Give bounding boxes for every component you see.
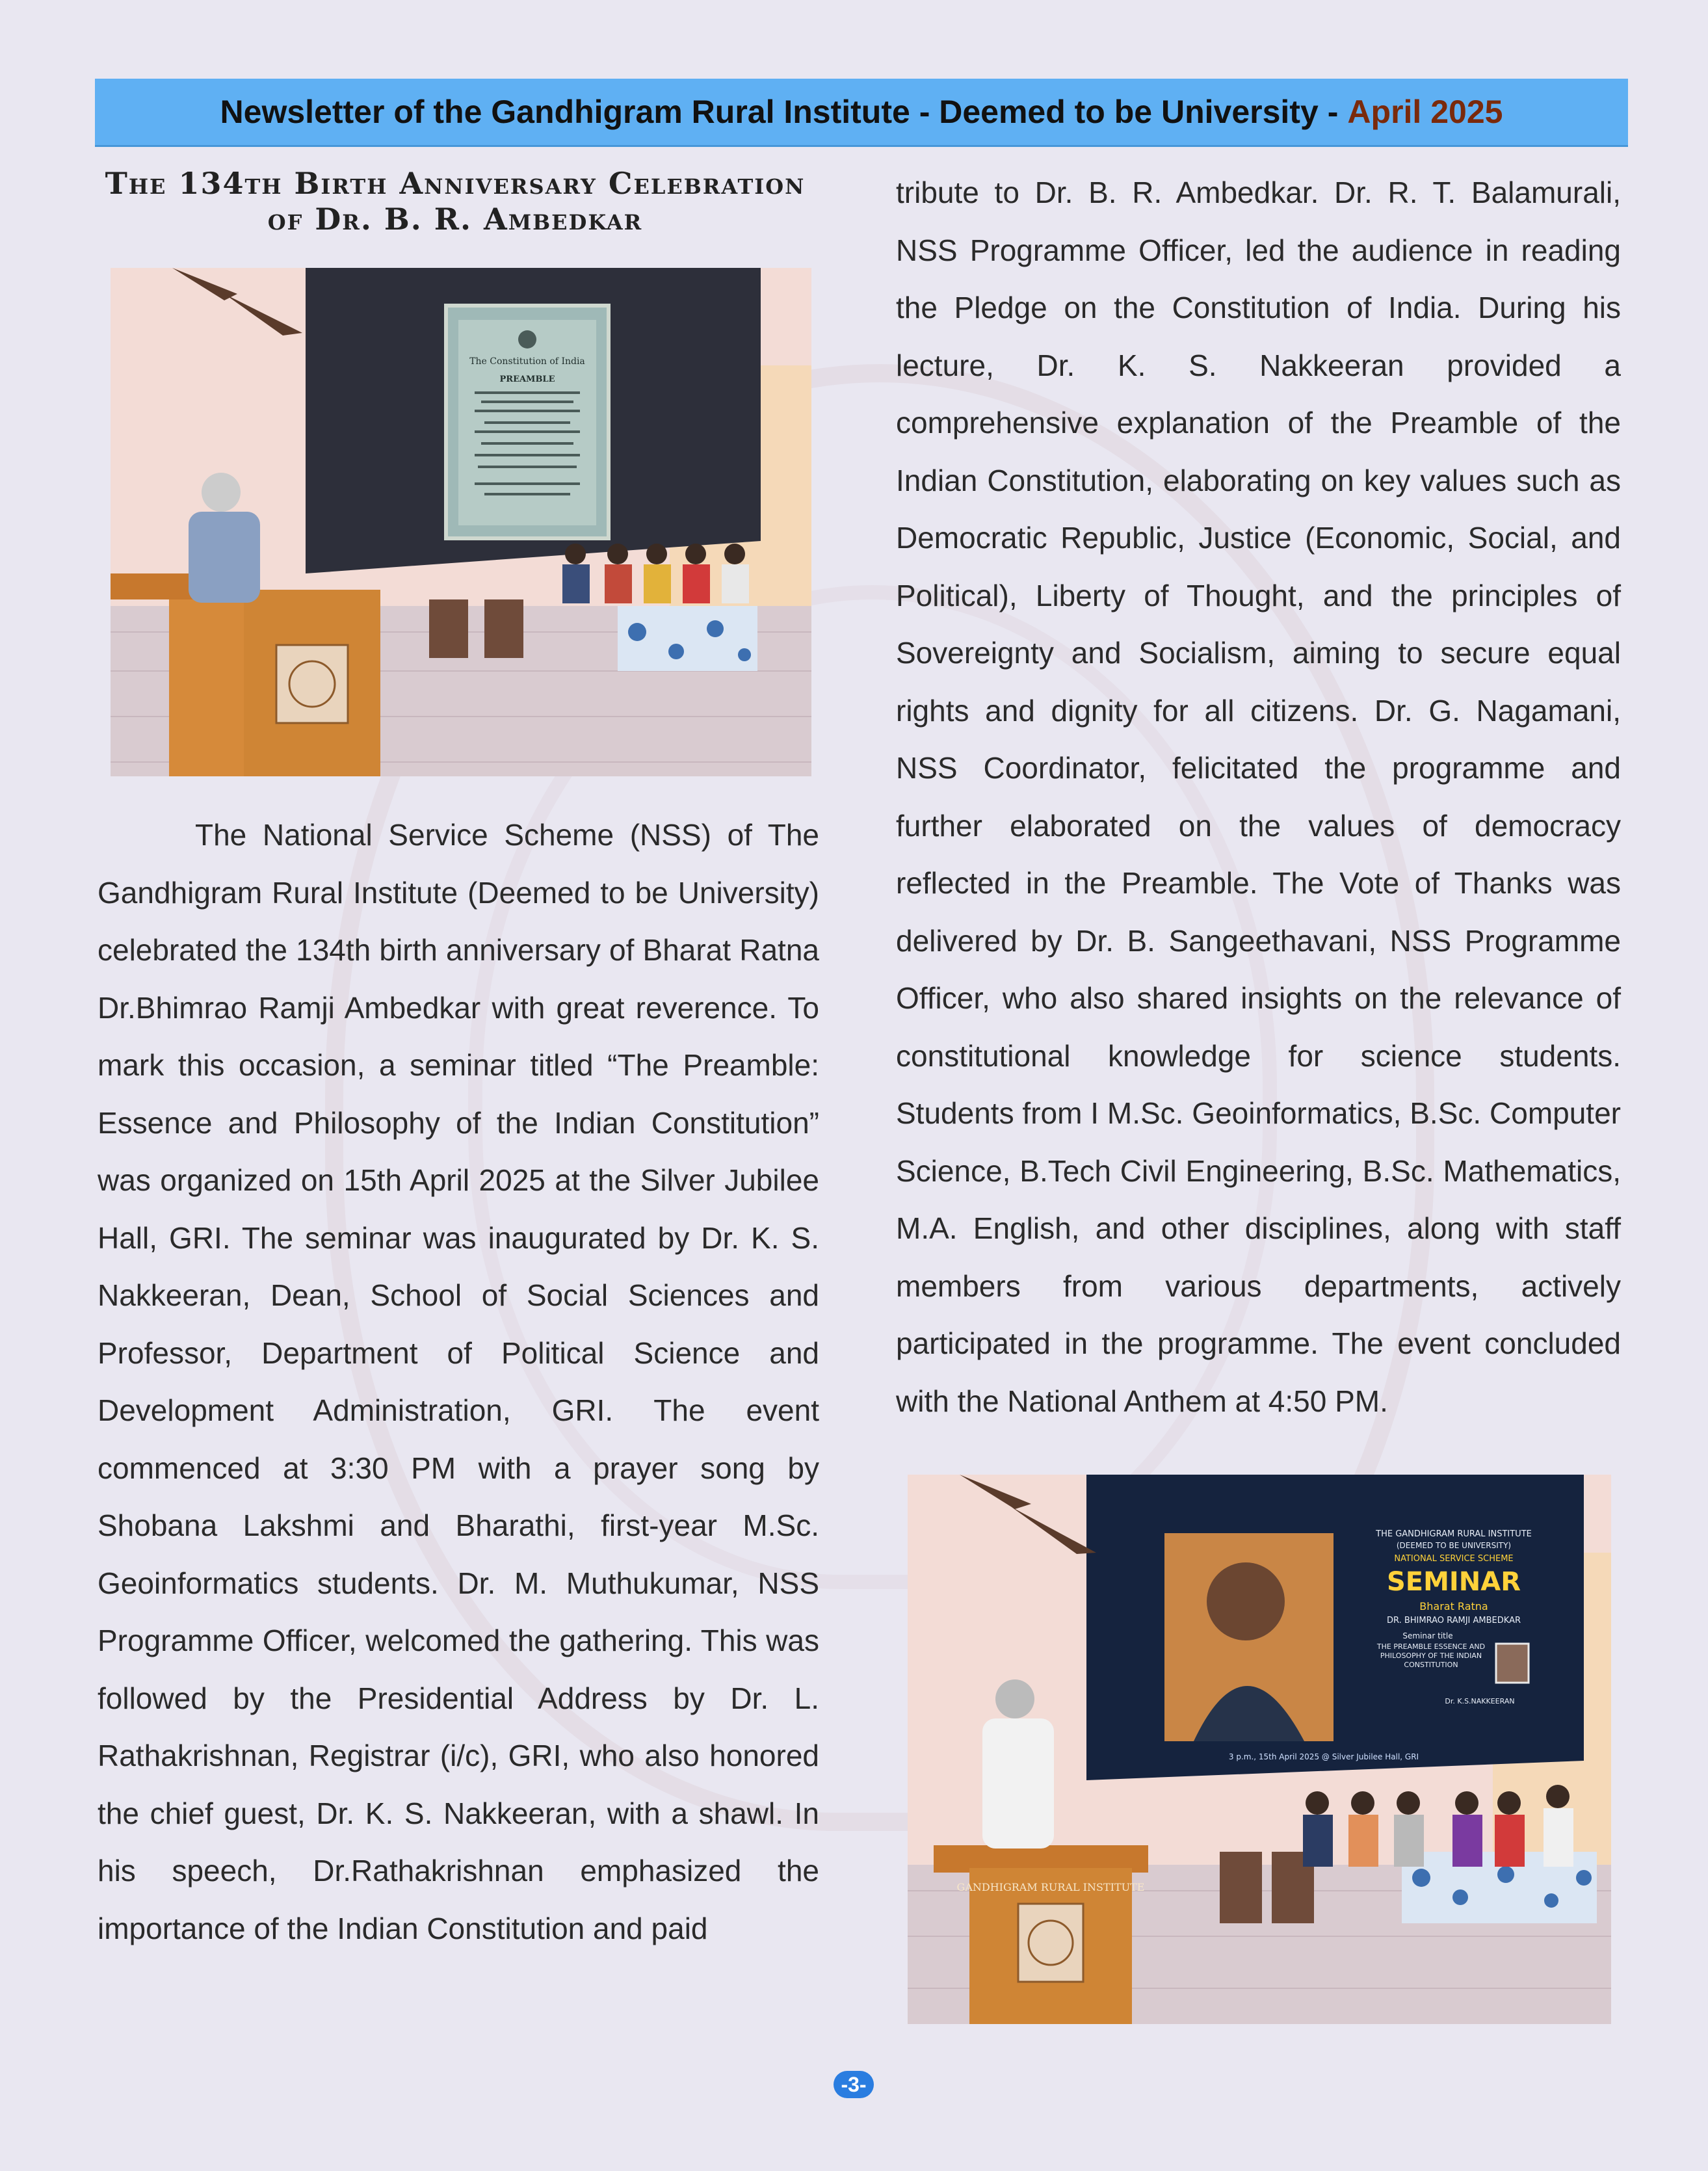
screen-speaker: Dr. K.S.NAKKEERAN [1445, 1697, 1515, 1705]
screen-topic: THE PREAMBLE ESSENCE AND PHILOSOPHY OF THE INDIAN CONSTITUTION [1376, 1642, 1486, 1669]
screen-line1: THE GANDHIGRAM RURAL INSTITUTE [1376, 1529, 1532, 1539]
screen-topic-label: Seminar title [1402, 1631, 1453, 1640]
screen-honoree2: DR. BHIMRAO RAMJI AMBEDKAR [1386, 1616, 1521, 1625]
screen-honoree1: Bharat Ratna [1419, 1600, 1488, 1612]
screen-footer: 3 p.m., 15th April 2025 @ Silver Jubilee Hall, GRI [1228, 1752, 1419, 1761]
article-headline: The 134th Birth Anniversary Celebration of Dr. B. R. Ambedkar [105, 166, 806, 237]
screen-subheading: PREAMBLE [499, 375, 555, 384]
article-body-right [896, 164, 1621, 1430]
event-photo-seminar [908, 1475, 1611, 2024]
issue-date: April 2025 [1347, 94, 1503, 130]
article-body-left [98, 806, 819, 1957]
newsletter-title: Newsletter of the Gandhigram Rural Institute - Deemed to be University [220, 94, 1319, 130]
screen-line2: (DEEMED TO BE UNIVERSITY) [1396, 1541, 1512, 1550]
article-paragraph-left: The National Service Scheme (NSS) of The Gandhigram Rural Institute (Deemed to be University) celebrated the 134th birth anniversary of Bharat Ratna Dr.Bhimrao Ramji Ambedkar with great reverence. To mark this occasion, a seminar titled “The Preamble: Essence and Philosophy of the Indian Constitution” was organized on 15th April 2025 at the Silver Jubilee Hall, GRI. The seminar was inaugurated by Dr. K. S. Nakkeeran, Dean, School of Social Sciences and Professor, Department of Political Science and Development Administration, GRI. The event commenced at 3:30 PM with a prayer song by Shobana Lakshmi and Bharathi, first-year M.Sc. Geoinformatics students. Dr. M. Muthukumar, NSS Programme Officer, welcomed the gathering. This was followed by the Presidential Address by Dr. L. Rathakrishnan, Registrar (i/c), GRI, who also honored the chief guest, Dr. K. S. Nakkeeran, with a shawl. In his speech, Dr.Rathakrishnan emphasized the importance of the Indian Constitution and paid [98, 818, 819, 1945]
newsletter-header [95, 79, 1628, 147]
podium-text: GANDHIGRAM RURAL INSTITUTE [956, 1881, 1145, 1893]
screen-heading: The Constitution of India [469, 356, 585, 367]
article-paragraph-right: tribute to Dr. B. R. Ambedkar. Dr. R. T. Balamurali, NSS Programme Officer, led the audience in reading the Pledge on the Constitution of India. During his lecture, Dr. K. S. Nakkeeran provided a comprehensive explanation of the Preamble of the Indian Constitution, elaborating on key values such as Democratic Republic, Justice (Economic, Social, and Political), Liberty of Thought, and the principles of Sovereignty and Socialism, aiming to secure equal rights and dignity for all citizens. Dr. G. Nagamani, NSS Coordinator, felicitated the programme and further elaborated on the values of democracy reflected in the Preamble. The Vote of Thanks was delivered by Dr. B. Sangeethavani, NSS Programme Officer, who also shared insights on the relevance of constitutional knowledge for science students. Students from I M.Sc. Geoinformatics, B.Sc. Computer Science, B.Tech Civil Engineering, B.Sc. Mathematics, M.A. English, and other disciplines, along with staff members from various departments, actively participated in the programme. The event concluded with the National Anthem at 4:50 PM. [896, 176, 1621, 1418]
screen-line3: NATIONAL SERVICE SCHEME [1394, 1554, 1514, 1564]
event-photo-preamble [111, 268, 811, 776]
screen-title: SEMINAR [1386, 1567, 1521, 1597]
page-number: -3- [834, 2071, 874, 2098]
header-separator: - [1327, 94, 1339, 130]
